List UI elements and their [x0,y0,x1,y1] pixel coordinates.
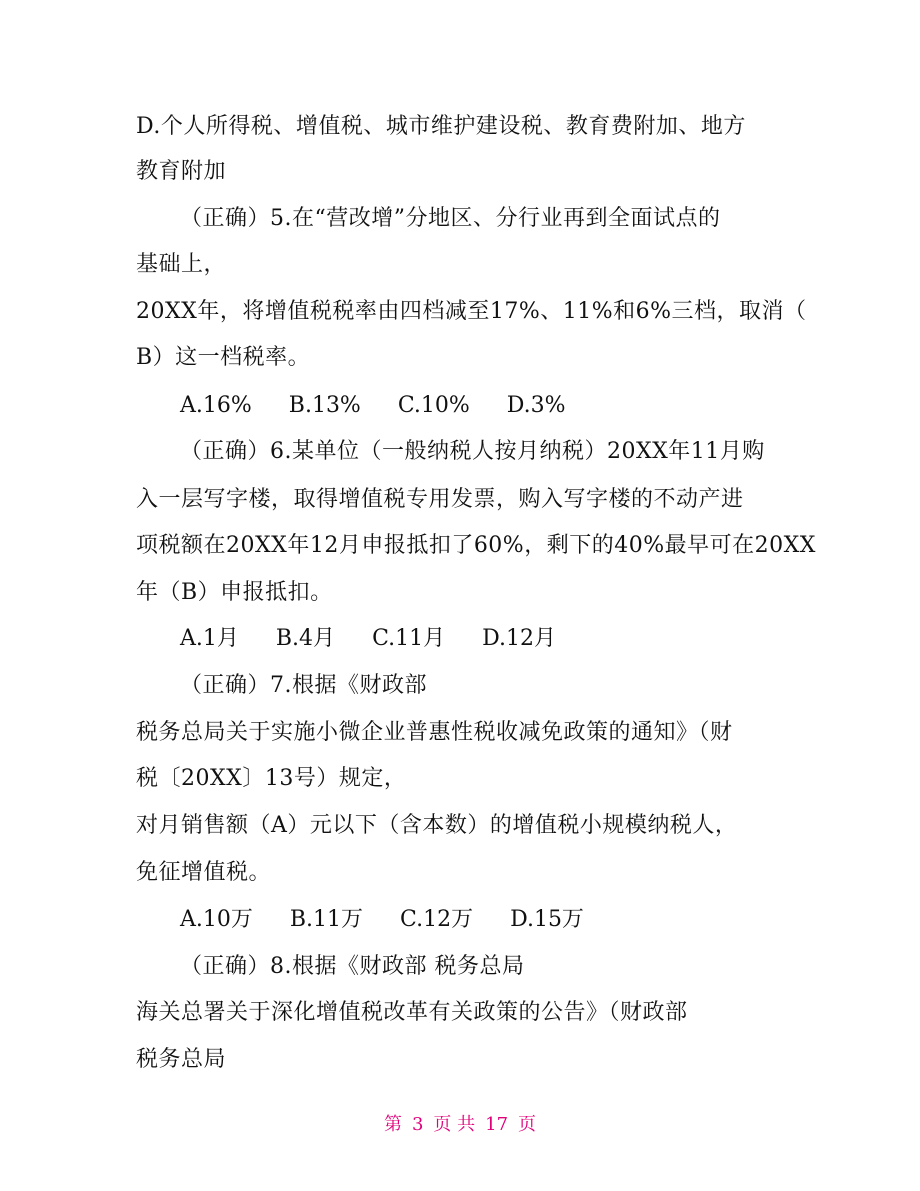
footer-suffix: 页 [518,1114,537,1135]
option-b: B.13% [288,393,361,418]
text-line: 税〔20XX〕13号）规定， [136,766,407,791]
text-line: 年（B）申报抵扣。 [136,580,333,605]
question-6-options [180,624,586,654]
total-pages-number: 17 [485,1114,509,1135]
text-line: 税务总局关于实施小微企业普惠性税收减免政策的通知》（财 [136,720,733,745]
text-line: 免征增值税。 [136,860,272,885]
option-c: C.11月 [372,626,446,651]
option-d: D.3% [506,393,566,418]
footer-prefix: 第 [383,1114,402,1135]
option-c: C.12万 [400,907,474,932]
text-line: D.个人所得税、增值税、城市维护建设税、教育费附加、地方 [136,114,746,139]
option-b: B.11万 [289,907,364,932]
text-line: 项税额在20XX年12月申报抵扣了60%，剩下的40%最早可在20XX [136,533,816,558]
option-c: C.10% [397,393,470,418]
option-d: D.12月 [482,626,556,651]
text-line: 入一层写字楼，取得增值税专用发票，购入写字楼的不动产进 [136,487,744,512]
question-7-stem: （正确）7.根据《财政部 [180,673,427,698]
question-5-options [180,391,596,421]
text-line: 海关总署关于深化增值税改革有关政策的公告》（财政部 [136,1000,688,1025]
text-line: 教育附加 [136,159,227,184]
text-line: 基础上， [136,252,227,277]
text-line: B）这一档税率。 [136,345,311,370]
option-a: A.1月 [180,626,239,651]
option-b: B.4月 [275,626,336,651]
question-8-stem: （正确）8.根据《财政部 税务总局 [180,954,525,979]
question-7-options [180,905,614,935]
question-5-stem: （正确）5.在“营改增”分地区、分行业再到全面试点的 [180,206,721,231]
page-footer [0,1113,920,1137]
text-line: 税务总局 [136,1047,227,1072]
option-d: D.15万 [510,907,584,932]
text-line: 对月销售额（A）元以下（含本数）的增值税小规模纳税人， [136,813,738,838]
question-6-stem: （正确）6.某单位（一般纳税人按月纳税）20XX年11月购 [180,439,765,464]
text-line: 20XX年，将增值税税率由四档减至17%、11%和6%三档，取消（ [136,299,807,324]
option-a: A.16% [180,393,252,418]
current-page-number: 3 [411,1114,424,1135]
footer-middle: 页 共 [433,1114,476,1135]
option-a: A.10万 [180,907,253,932]
